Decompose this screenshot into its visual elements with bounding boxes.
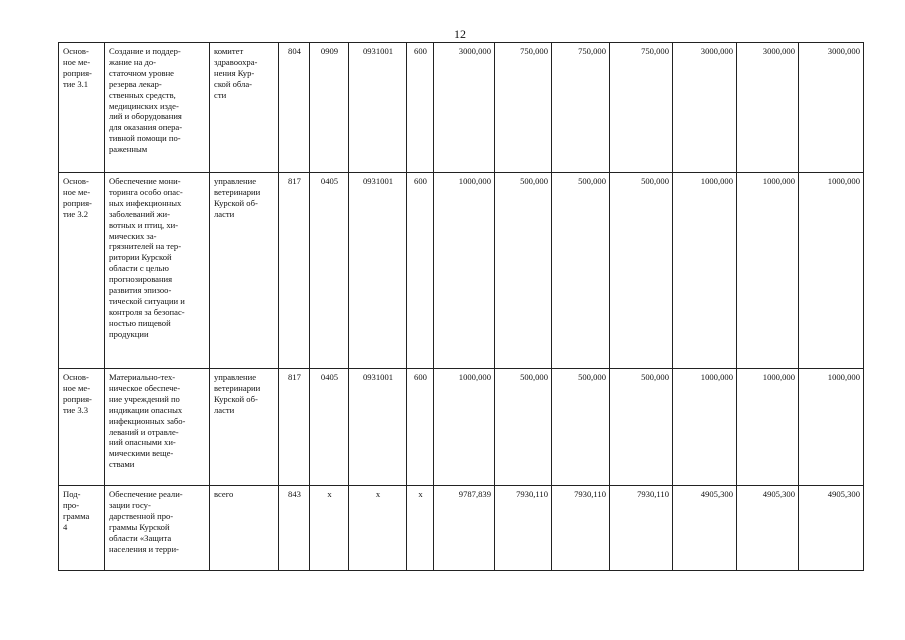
row-name-cell: Основ- ное ме- роприя- тие 3.3: [59, 369, 105, 486]
row-description-cell: Обеспечение мони- торинга особо опас- ных инфекционных заболеваний жи- вотных и птиц, хи- мических за- грязнителей на тер- ритории Курской области с целью прогнозирования развития эпизоо- тической ситуации и контроля за безопас- ностью пищевой продукции: [105, 173, 210, 369]
row-amount-cell: 1000,000: [799, 369, 864, 486]
row-amount-cell: 3000,000: [673, 43, 737, 173]
row-amount-cell: 3000,000: [434, 43, 495, 173]
row-vr-cell: х: [407, 486, 434, 571]
page-number: 12: [454, 27, 466, 41]
row-amount-cell: 3000,000: [737, 43, 799, 173]
row-csr-cell: х: [349, 486, 407, 571]
table-row: [59, 486, 864, 571]
row-amount-cell: 500,000: [495, 173, 552, 369]
row-executor-cell: комитет здравоохра- нения Кур- ской обла- сти: [210, 43, 279, 173]
row-grbs-cell: 804: [279, 43, 310, 173]
row-amount-cell: 4905,300: [737, 486, 799, 571]
row-amount-cell: 3000,000: [799, 43, 864, 173]
row-name-cell: Основ- ное ме- роприя- тие 3.1: [59, 43, 105, 173]
row-amount-cell: 500,000: [552, 369, 610, 486]
row-name-cell: Основ- ное ме- роприя- тие 3.2: [59, 173, 105, 369]
row-amount-cell: 500,000: [552, 173, 610, 369]
table-row: [59, 43, 864, 173]
row-executor-cell: управление ветеринарии Курской об- ласти: [210, 369, 279, 486]
row-csr-cell: 0931001: [349, 43, 407, 173]
row-vr-cell: 600: [407, 173, 434, 369]
row-amount-cell: 1000,000: [434, 173, 495, 369]
row-amount-cell: 1000,000: [799, 173, 864, 369]
row-vr-cell: 600: [407, 369, 434, 486]
row-amount-cell: 7930,110: [495, 486, 552, 571]
row-description-cell: Материально-тех- ническое обеспече- ние учреждений по индикации опасных инфекционных забо- леваний и отравле- ний опасными хи- мическими веще- ствами: [105, 369, 210, 486]
row-amount-cell: 9787,839: [434, 486, 495, 571]
row-grbs-cell: 843: [279, 486, 310, 571]
row-grbs-cell: 817: [279, 369, 310, 486]
row-amount-cell: 1000,000: [737, 173, 799, 369]
row-amount-cell: 7930,110: [552, 486, 610, 571]
row-amount-cell: 500,000: [610, 173, 673, 369]
row-amount-cell: 500,000: [495, 369, 552, 486]
row-amount-cell: 4905,300: [799, 486, 864, 571]
row-executor-cell: управление ветеринарии Курской об- ласти: [210, 173, 279, 369]
row-amount-cell: 1000,000: [673, 173, 737, 369]
budget-table: [58, 42, 864, 571]
row-amount-cell: 7930,110: [610, 486, 673, 571]
row-amount-cell: 1000,000: [434, 369, 495, 486]
row-amount-cell: 4905,300: [673, 486, 737, 571]
row-rzpr-cell: 0405: [310, 173, 349, 369]
row-amount-cell: 1000,000: [737, 369, 799, 486]
row-csr-cell: 0931001: [349, 173, 407, 369]
row-amount-cell: 750,000: [495, 43, 552, 173]
row-vr-cell: 600: [407, 43, 434, 173]
row-amount-cell: 1000,000: [673, 369, 737, 486]
row-description-cell: Обеспечение реали- зации госу- дарственной про- граммы Курской области «Защита населения и терри-: [105, 486, 210, 571]
table-body: [59, 43, 864, 571]
table-row: [59, 369, 864, 486]
row-executor-cell: всего: [210, 486, 279, 571]
row-name-cell: Под- про- грамма 4: [59, 486, 105, 571]
row-amount-cell: 500,000: [610, 369, 673, 486]
row-amount-cell: 750,000: [610, 43, 673, 173]
row-grbs-cell: 817: [279, 173, 310, 369]
row-amount-cell: 750,000: [552, 43, 610, 173]
row-rzpr-cell: 0405: [310, 369, 349, 486]
row-csr-cell: 0931001: [349, 369, 407, 486]
row-description-cell: Создание и поддер- жание на до- статочном уровне резерва лекар- ственных средств, медицинских изде- лий и оборудования для оказания опера- тивной помощи по- раженным: [105, 43, 210, 173]
table-row: [59, 173, 864, 369]
row-rzpr-cell: х: [310, 486, 349, 571]
row-rzpr-cell: 0909: [310, 43, 349, 173]
